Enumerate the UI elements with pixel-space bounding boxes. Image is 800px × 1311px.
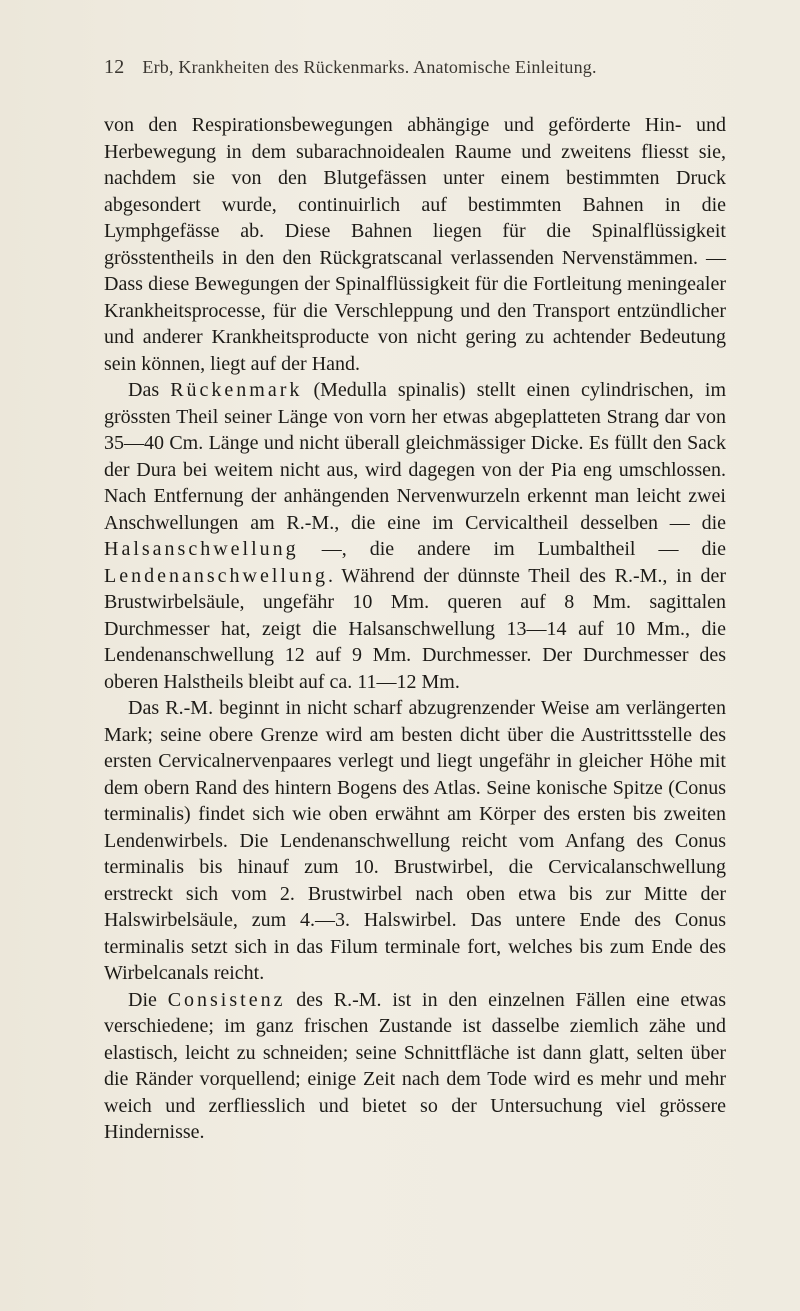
text-run: des R.-M. ist in den einzelnen Fällen eine etwas verschiedene; im ganz frischen Zustande ist dasselbe ziemlich zähe und elastisch, leicht zu schneiden; seine Schnittfläche ist dann glatt, selten über die Ränder vorquellend; einige Zeit nach dem Tode wird es mehr und mehr weich und zerfliesslich und bietet so der Untersuchung viel grössere Hindernisse. (104, 988, 726, 1143)
body-text (104, 112, 726, 1146)
term-lendenanschwellung: Lendenanschwellung (104, 564, 328, 587)
paragraph-4 (104, 987, 726, 1146)
text-run: Die (128, 988, 168, 1011)
term-consistenz: Consistenz (167, 988, 286, 1011)
paragraph-1: von den Respirationsbewegungen abhängige und geförderte Hin- und Herbewegung in dem subarachnoidealen Raume und zweitens fliesst sie, nachdem sie von den Blutgefässen unter einem bestimmten Druck abgesondert wurde, continuirlich auf bestimmten Bahnen in die Lymphgefässe ab. Diese Bahnen liegen für die Spinalflüssigkeit grösstentheils in den den Rückgratscanal verlassenden Nervenstämmen. — Dass diese Bewegungen der Spinalflüssigkeit für die Fortleitung meningealer Krankheitsprocesse, für die Verschleppung und den Transport entzündlicher und anderer Krankheitsproducte von nicht gering zu achtender Bedeutung sein können, liegt auf der Hand. (104, 114, 726, 375)
paragraph-2 (104, 377, 726, 695)
term-rueckenmark: Rückenmark (170, 379, 303, 401)
text-run: (Medulla spinalis) stellt einen cylindrischen, im grössten Theil seiner Länge von vorn her etwas abgeplatteten Strang dar von 35—40 Cm. Länge und nicht überall gleichmässiger Dicke. Es füllt den Sack der Dura bei weitem nicht aus, wird dagegen von der Pia eng umschlossen. Nach Entfernung der anhängenden Nervenwurzeln erkennt man leicht zwei Anschwellungen am R.-M., die eine im Cervicaltheil desselben — die (104, 379, 726, 534)
paragraph-3: Das R.-M. beginnt in nicht scharf abzugrenzender Weise am verlängerten Mark; seine obere Grenze wird am besten dicht über die Austrittsstelle des ersten Cervicalnervenpaares verlegt und liegt ungefähr in gleicher Höhe mit dem obern Rand des hintern Bogens des Atlas. Seine konische Spitze (Conus terminalis) findet sich wie oben erwähnt am Körper des ersten bis zweiten Lendenwirbels. Die Lendenanschwellung reicht vom Anfang des Conus terminalis bis hinauf zum 10. Brustwirbel, die Cervicalanschwellung erstreckt sich vom 2. Brustwirbel nach oben etwa bis zur Mitte der Halswirbelsäule, zum 4.—3. Halswirbel. Das untere Ende des Conus terminalis setzt sich in das Filum terminale fort, welches bis zum Ende des Wirbelcanals reicht. (104, 697, 726, 984)
running-title: Erb, Krankheiten des Rückenmarks. Anatomische Einleitung. (142, 57, 597, 77)
running-header (104, 56, 760, 79)
term-halsanschwellung: Halsanschwellung (104, 538, 299, 560)
text-run: . Während der dünnste Theil des R.-M., in der Brustwirbelsäule, ungefähr 10 Mm. queren auf 8 Mm. sagittalen Durchmesser hat, zeigt die Halsanschwellung 13—14 auf 10 Mm., die Lendenanschwellung 12 auf 9 Mm. Durchmesser. Der Durchmesser des oberen Halstheils bleibt auf ca. 11—12 Mm. (104, 564, 726, 693)
page-number: 12 (104, 56, 125, 78)
text-run: Das (128, 379, 171, 401)
text-run: —, die andere im Lumbaltheil — die (298, 538, 726, 560)
